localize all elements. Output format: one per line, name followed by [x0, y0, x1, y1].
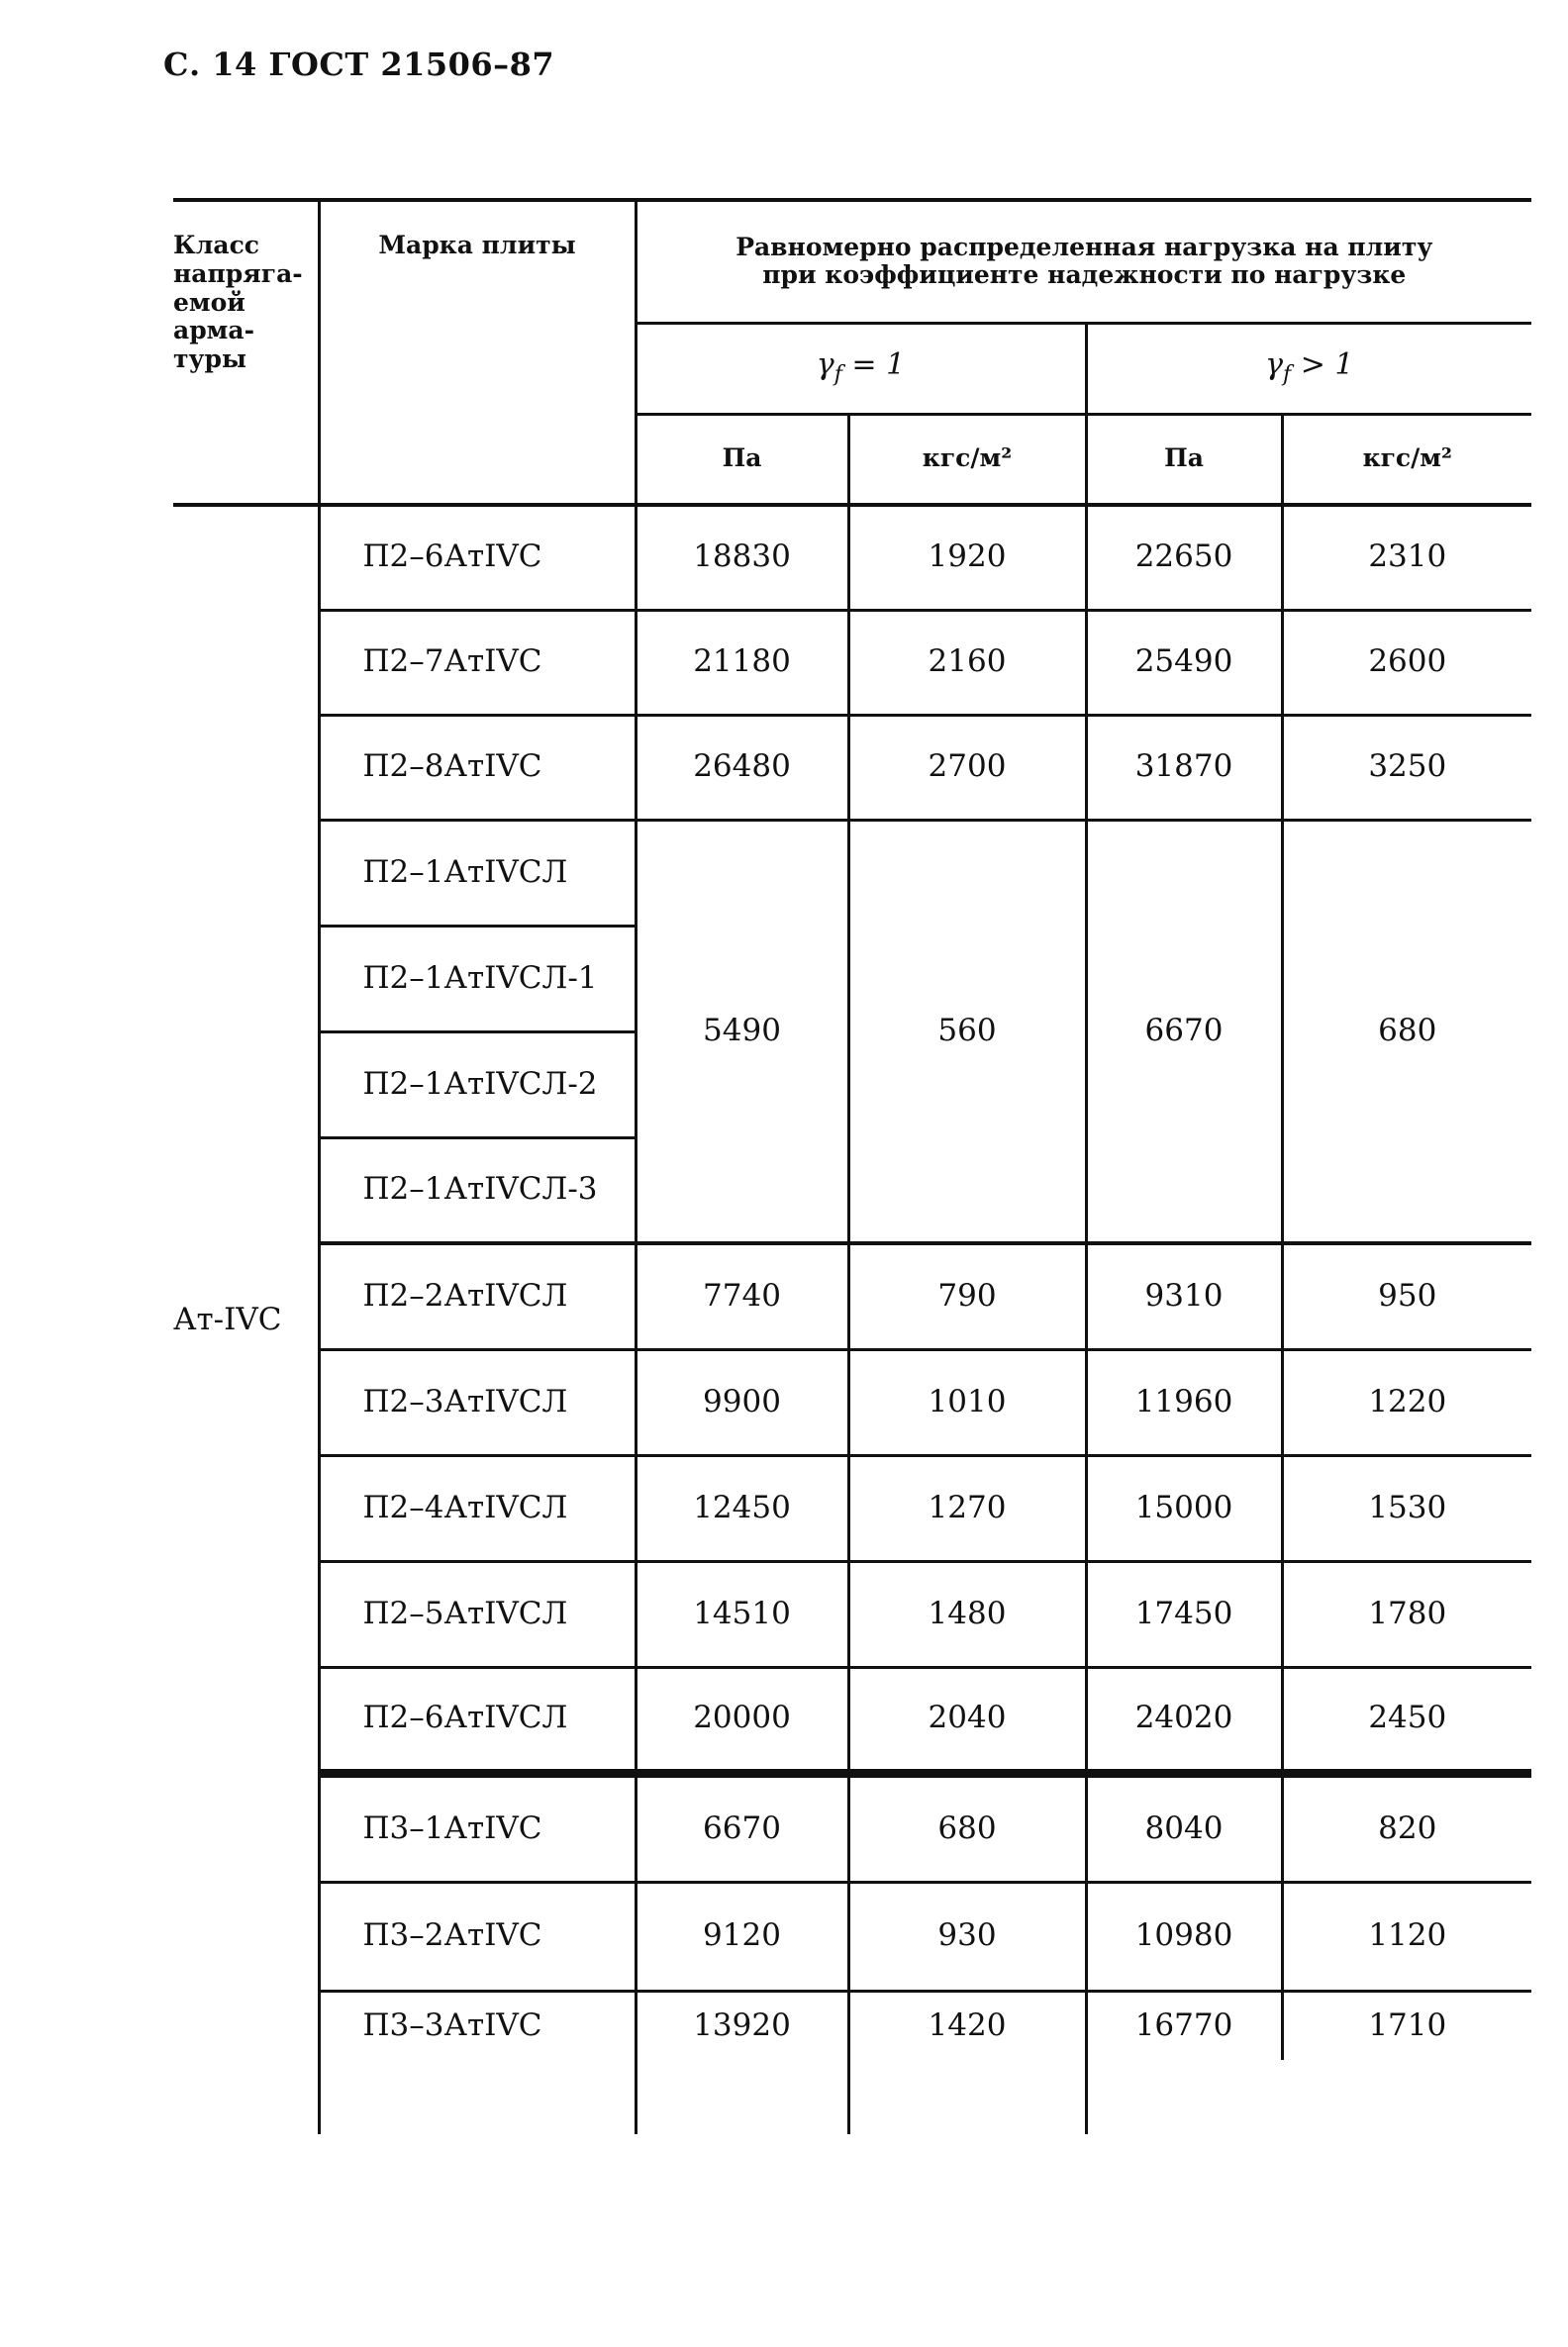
gamma-subscript: f [833, 362, 842, 388]
value-cell: 31870 [1086, 715, 1282, 820]
unit-kgs-header: кгс/м² [848, 414, 1086, 505]
table-row [173, 505, 1531, 610]
class-header-line: туры [173, 344, 247, 373]
class-column-header [173, 200, 319, 505]
mark-cell: П2–5АтIVСЛ [319, 1561, 636, 1667]
value-cell: 2160 [848, 610, 1086, 715]
table-row [173, 1349, 1531, 1455]
mark-cell: П2–2АтIVСЛ [319, 1243, 636, 1349]
table-row [173, 1991, 1531, 2060]
empty-cell [319, 2060, 636, 2134]
unit-kgs-header: кгс/м² [1282, 414, 1531, 505]
gamma-relation: > 1 [1291, 347, 1354, 383]
mark-cell: П3–1АтIVС [319, 1773, 636, 1882]
table-row [173, 610, 1531, 715]
value-cell: 1010 [848, 1349, 1086, 1455]
class-header-line: арма- [173, 316, 254, 345]
value-cell: 26480 [636, 715, 848, 820]
mark-cell: П2–3АтIVСЛ [319, 1349, 636, 1455]
value-cell: 5490 [636, 820, 848, 1243]
value-cell: 3250 [1282, 715, 1531, 820]
table-row-tail [173, 2060, 1531, 2134]
mark-cell: П2–1АтIVСЛ-2 [319, 1031, 636, 1137]
value-cell: 10980 [1086, 1882, 1282, 1991]
load-table [173, 198, 1531, 2134]
reinforcement-class-cell: Ат-IVC [173, 1302, 282, 1338]
value-cell: 15000 [1086, 1455, 1282, 1561]
page-header: С. 14 ГОСТ 21506–87 [163, 46, 555, 83]
table-row [173, 1455, 1531, 1561]
value-cell: 21180 [636, 610, 848, 715]
gamma-relation: = 1 [841, 347, 906, 383]
load-header-line: при коэффициенте надежности по нагрузке [762, 260, 1407, 290]
mark-cell: П2–8АтIVС [319, 715, 636, 820]
value-cell: 12450 [636, 1455, 848, 1561]
value-cell: 1780 [1282, 1561, 1531, 1667]
table-row [173, 820, 1531, 926]
header-row-1 [173, 200, 1531, 323]
load-group-header [636, 200, 1531, 323]
mark-cell: П3–2АтIVС [319, 1882, 636, 1991]
value-cell: 680 [1282, 820, 1531, 1243]
value-cell: 680 [848, 1773, 1086, 1882]
mark-cell: П2–7АтIVС [319, 610, 636, 715]
mark-cell: П2–1АтIVСЛ-3 [319, 1137, 636, 1243]
value-cell: 1420 [848, 1991, 1086, 2060]
mark-cell: П3–3АтIVС [319, 1991, 636, 2060]
value-cell: 20000 [636, 1667, 848, 1773]
value-cell: 9310 [1086, 1243, 1282, 1349]
value-cell: 6670 [636, 1773, 848, 1882]
table-row [173, 1667, 1531, 1773]
unit-pa-header: Па [636, 414, 848, 505]
value-cell: 1710 [1282, 1991, 1531, 2060]
value-cell: 24020 [1086, 1667, 1282, 1773]
value-cell: 1530 [1282, 1455, 1531, 1561]
table-row [173, 1773, 1531, 1882]
gamma-greater-header [1086, 323, 1531, 414]
mark-cell: П2–4АтIVСЛ [319, 1455, 636, 1561]
gamma-subscript: f [1283, 362, 1292, 388]
value-cell: 9900 [636, 1349, 848, 1455]
value-cell: 2040 [848, 1667, 1086, 1773]
value-cell: 820 [1282, 1773, 1531, 1882]
gamma-symbol: γ [1265, 347, 1283, 383]
mark-cell: П2–6АтIVС [319, 505, 636, 610]
mark-cell: П2–1АтIVСЛ [319, 820, 636, 926]
mark-cell: П2–1АтIVСЛ-1 [319, 926, 636, 1031]
value-cell: 22650 [1086, 505, 1282, 610]
value-cell: 1480 [848, 1561, 1086, 1667]
value-cell: 8040 [1086, 1773, 1282, 1882]
value-cell: 2600 [1282, 610, 1531, 715]
unit-pa-header: Па [1086, 414, 1282, 505]
empty-cell [1282, 2060, 1531, 2134]
class-header-line: напряга- [173, 258, 303, 288]
value-cell: 13920 [636, 1991, 848, 2060]
mark-column-header: Марка плиты [319, 200, 636, 505]
value-cell: 11960 [1086, 1349, 1282, 1455]
table-row [173, 1243, 1531, 1349]
value-cell: 17450 [1086, 1561, 1282, 1667]
class-header-line: Класс [173, 231, 260, 259]
value-cell: 2310 [1282, 505, 1531, 610]
empty-cell [1086, 2060, 1282, 2134]
value-cell: 6670 [1086, 820, 1282, 1243]
gamma-symbol: γ [816, 347, 834, 383]
value-cell: 1120 [1282, 1882, 1531, 1991]
value-cell: 1220 [1282, 1349, 1531, 1455]
value-cell: 2700 [848, 715, 1086, 820]
table-row [173, 1561, 1531, 1667]
table-row [173, 715, 1531, 820]
gamma-equal-header [636, 323, 1086, 414]
mark-cell: П2–6АтIVСЛ [319, 1667, 636, 1773]
value-cell: 1920 [848, 505, 1086, 610]
value-cell: 560 [848, 820, 1086, 1243]
value-cell: 25490 [1086, 610, 1282, 715]
value-cell: 1270 [848, 1455, 1086, 1561]
empty-cell [636, 2060, 848, 2134]
value-cell: 14510 [636, 1561, 848, 1667]
value-cell: 9120 [636, 1882, 848, 1991]
value-cell: 2450 [1282, 1667, 1531, 1773]
value-cell: 930 [848, 1882, 1086, 1991]
value-cell: 950 [1282, 1243, 1531, 1349]
value-cell: 16770 [1086, 1991, 1282, 2060]
table-row [173, 1882, 1531, 1991]
value-cell: 18830 [636, 505, 848, 610]
load-header-line: Равномерно распределенная нагрузка на плиту [735, 232, 1433, 261]
value-cell: 790 [848, 1243, 1086, 1349]
empty-cell [848, 2060, 1086, 2134]
class-header-line: емой [173, 287, 245, 317]
value-cell: 7740 [636, 1243, 848, 1349]
